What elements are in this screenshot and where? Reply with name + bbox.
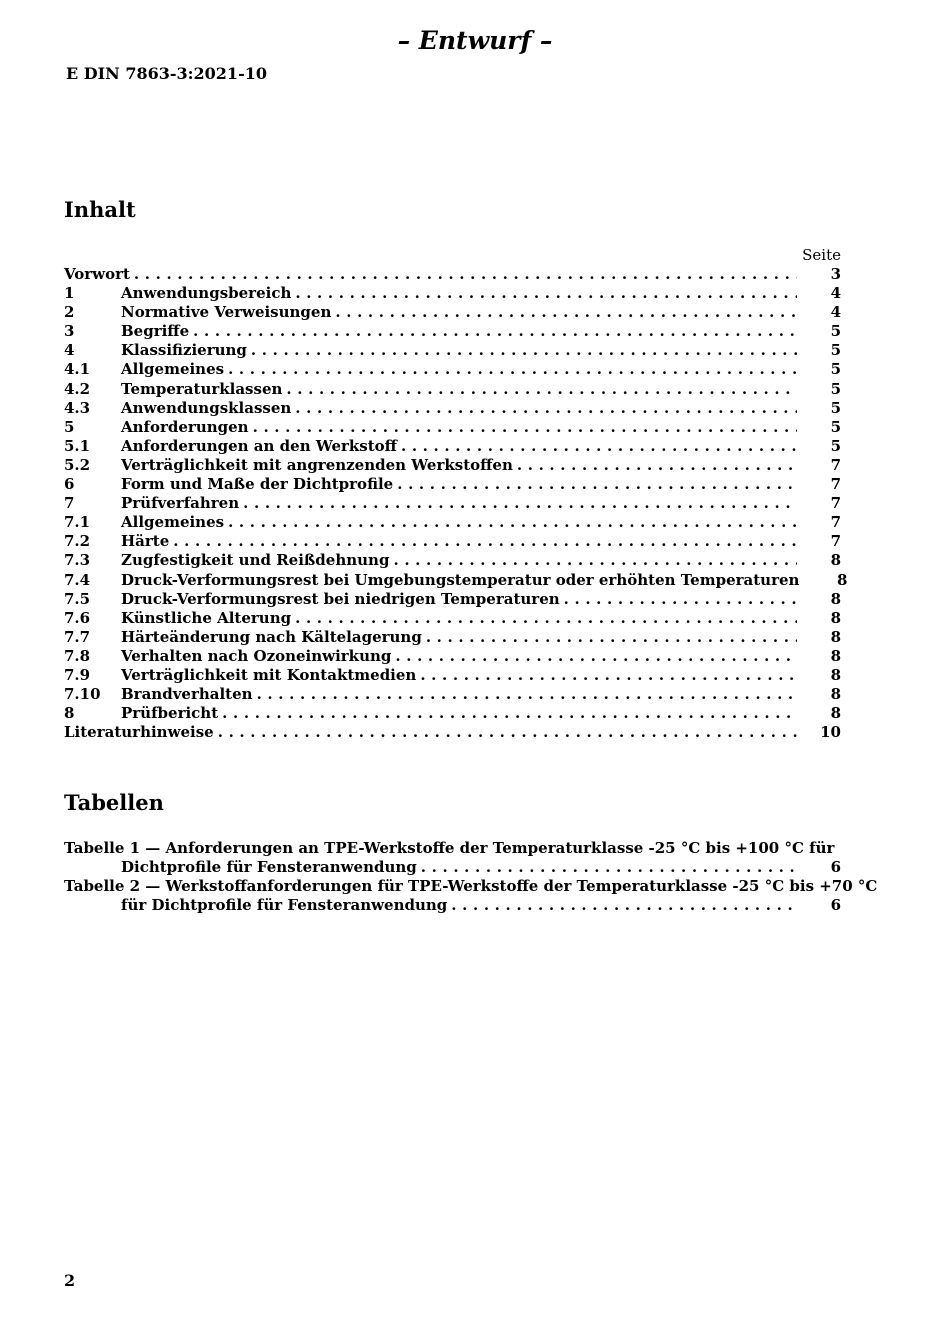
toc-entry-title: Brandverhalten	[121, 685, 253, 704]
dot-leader	[295, 609, 797, 628]
toc-entry-page: 8	[830, 608, 841, 627]
toc-entry-title: Druck-Verformungsrest bei Umgebungstemperatur oder erhöhten Temperaturen	[121, 570, 800, 589]
dot-leader	[517, 456, 797, 475]
dot-leader	[253, 418, 797, 437]
toc-entry-number: 7.5	[64, 589, 91, 608]
dot-leader	[257, 685, 797, 704]
toc-entry-page: 7	[830, 513, 841, 532]
page-number: 2	[64, 1271, 76, 1290]
toc-entry-title: Künstliche Alterung	[121, 608, 292, 627]
dot-leader	[134, 265, 797, 284]
toc-entry-title: Temperaturklassen	[121, 379, 283, 398]
dot-leader	[395, 647, 797, 666]
toc-entry-title: Allgemeines	[121, 360, 225, 379]
toc-entry-title: Härteänderung nach Kältelagerung	[121, 627, 422, 646]
dot-leader	[397, 475, 797, 494]
toc-entry-title: Verträglichkeit mit angrenzenden Werkstoffen	[121, 455, 513, 474]
dot-leader	[193, 322, 797, 341]
toc-entry-title: Härte	[121, 532, 170, 551]
toc-entry-title: Vorwort	[64, 265, 130, 283]
toc-entry[interactable]	[64, 284, 841, 303]
table-entry-2[interactable]	[64, 877, 878, 915]
toc-entry-number: 7.10	[64, 685, 101, 704]
toc-entry[interactable]	[64, 475, 841, 494]
toc-entry-number: 7	[64, 494, 75, 513]
toc-entry-title: Allgemeines	[121, 513, 225, 532]
toc-entry-number: 6	[64, 475, 75, 494]
toc-entry-number: 4.1	[64, 360, 91, 379]
toc-entry-title: Anforderungen	[121, 417, 249, 436]
toc-entry[interactable]	[64, 609, 841, 628]
toc-entry[interactable]	[64, 532, 841, 551]
toc-entry[interactable]	[64, 322, 841, 341]
toc-entry-number: 5.2	[64, 455, 91, 474]
dot-leader	[420, 666, 797, 685]
dot-leader	[228, 360, 797, 379]
table-of-contents	[64, 246, 848, 742]
toc-entry-title: Anforderungen an den Werkstoff	[121, 436, 397, 455]
toc-entry-title: Zugfestigkeit und Reißdehnung	[121, 551, 390, 570]
toc-entry[interactable]	[64, 551, 841, 570]
dot-leader	[393, 551, 797, 570]
toc-entry-title: Normative Verweisungen	[121, 303, 332, 322]
table-entry-title: Tabelle 1 — Anforderungen an TPE-Werkstoffe der Temperaturklasse -25 °C bis +100 °C für	[64, 839, 835, 857]
toc-entry[interactable]	[64, 723, 841, 742]
toc-entry-title: Verträglichkeit mit Kontaktmedien	[121, 665, 417, 684]
toc-entry-page: 8	[830, 589, 841, 608]
dot-leader	[173, 532, 797, 551]
toc-entry-title: Anwendungsbereich	[121, 284, 292, 303]
dot-leader	[295, 284, 797, 303]
toc-entry-page: 4	[830, 303, 841, 322]
toc-entry-page: 8	[830, 646, 841, 665]
toc-entry-title: Anwendungsklassen	[121, 398, 292, 417]
toc-entry-number: 7.9	[64, 665, 91, 684]
toc-entry[interactable]	[64, 704, 841, 723]
toc-entry-number: 7.8	[64, 646, 91, 665]
page-column-label: Seite	[802, 246, 841, 264]
table-entry-title: Tabelle 2 — Werkstoffanforderungen für TPE-Werkstoffe der Temperaturklasse -25 °C bis +70 °C	[64, 877, 878, 895]
toc-entry[interactable]	[64, 456, 841, 475]
toc-entry-page: 5	[830, 379, 841, 398]
table-entry-title-continued: für Dichtprofile für Fensteranwendung	[121, 896, 448, 914]
toc-entry-page: 5	[830, 436, 841, 455]
toc-entry-page: 3	[830, 265, 841, 283]
dot-leader	[222, 704, 797, 723]
table-entry-page: 6	[830, 896, 841, 914]
table-entry-page: 6	[830, 858, 841, 876]
toc-entry-page: 10	[820, 723, 841, 742]
toc-entry[interactable]	[64, 303, 841, 322]
toc-entry-number: 4.2	[64, 379, 91, 398]
toc-entry-page: 7	[830, 494, 841, 513]
toc-entry-title: Form und Maße der Dichtprofile	[121, 475, 394, 494]
toc-entry-title: Druck-Verformungsrest bei niedrigen Temperaturen	[121, 589, 560, 608]
toc-entry-page: 7	[830, 475, 841, 494]
toc-entry-title: Literaturhinweise	[64, 723, 214, 742]
toc-entry[interactable]	[64, 590, 841, 609]
dot-leader	[218, 723, 797, 742]
list-of-tables	[64, 839, 878, 915]
toc-entry-number: 7.3	[64, 551, 91, 570]
toc-entry-number: 4	[64, 341, 75, 360]
toc-entry-number: 7.6	[64, 608, 91, 627]
document-id: E DIN 7863-3:2021-10	[66, 64, 267, 83]
toc-entry[interactable]	[64, 647, 841, 666]
toc-entry[interactable]	[64, 341, 841, 360]
toc-entry-page: 8	[830, 627, 841, 646]
toc-entry-title: Begriffe	[121, 322, 190, 341]
table-entry-title-continued: Dichtprofile für Fensteranwendung	[121, 858, 417, 876]
toc-entry[interactable]	[64, 437, 841, 456]
toc-entry-number: 7.2	[64, 532, 91, 551]
toc-entry-title: Prüfverfahren	[121, 494, 240, 513]
dot-leader	[426, 628, 797, 647]
dot-leader	[564, 590, 797, 609]
toc-entry-page: 7	[830, 455, 841, 474]
toc-entry-number: 4.3	[64, 398, 91, 417]
toc-entry-page: 5	[830, 360, 841, 379]
toc-entry-page: 5	[830, 341, 841, 360]
toc-entry-number: 7.7	[64, 627, 91, 646]
dot-leader	[335, 303, 797, 322]
table-entry-1[interactable]	[64, 839, 841, 877]
toc-entry[interactable]	[64, 628, 841, 647]
dot-leader	[286, 380, 797, 399]
toc-entry-page: 7	[830, 532, 841, 551]
toc-entry[interactable]	[64, 666, 841, 685]
contents-heading: Inhalt	[64, 197, 136, 222]
dot-leader	[295, 399, 797, 418]
toc-entry-number: 3	[64, 322, 75, 341]
toc-entry-number: 2	[64, 303, 75, 322]
toc-entry-title: Verhalten nach Ozoneinwirkung	[121, 646, 392, 665]
toc-entry-page: 4	[830, 284, 841, 303]
dot-leader	[421, 858, 797, 877]
toc-entry-page: 8	[830, 685, 841, 704]
tables-heading: Tabellen	[64, 790, 164, 815]
toc-entry-page: 5	[830, 398, 841, 417]
dot-leader	[451, 896, 797, 915]
toc-entry[interactable]	[64, 418, 841, 437]
toc-entry[interactable]	[64, 265, 841, 284]
dot-leader	[251, 341, 797, 360]
dot-leader	[401, 437, 797, 456]
toc-entry[interactable]	[64, 570, 848, 590]
toc-entry-page: 8	[830, 704, 841, 723]
toc-entry-number: 7.4	[64, 570, 91, 589]
toc-entry-number: 5	[64, 417, 75, 436]
toc-entry[interactable]	[64, 494, 841, 513]
toc-entry[interactable]	[64, 360, 841, 379]
toc-entry-title: Prüfbericht	[121, 704, 219, 723]
dot-leader	[243, 494, 797, 513]
toc-entry-title: Klassifizierung	[121, 341, 247, 360]
toc-entry[interactable]	[64, 399, 841, 418]
toc-entry-page: 5	[830, 417, 841, 436]
toc-entry-number: 1	[64, 284, 75, 303]
draft-label: – Entwurf –	[397, 26, 553, 55]
toc-entry-page: 8	[837, 570, 848, 589]
toc-entry[interactable]	[64, 513, 841, 532]
toc-entry-page: 8	[830, 551, 841, 570]
toc-entry[interactable]	[64, 380, 841, 399]
toc-entry-number: 5.1	[64, 436, 91, 455]
toc-entry-number: 8	[64, 704, 75, 723]
dot-leader	[228, 513, 797, 532]
toc-entry-page: 8	[830, 665, 841, 684]
toc-entry-number: 7.1	[64, 513, 91, 532]
toc-entry-page: 5	[830, 322, 841, 341]
toc-entry[interactable]	[64, 685, 841, 704]
